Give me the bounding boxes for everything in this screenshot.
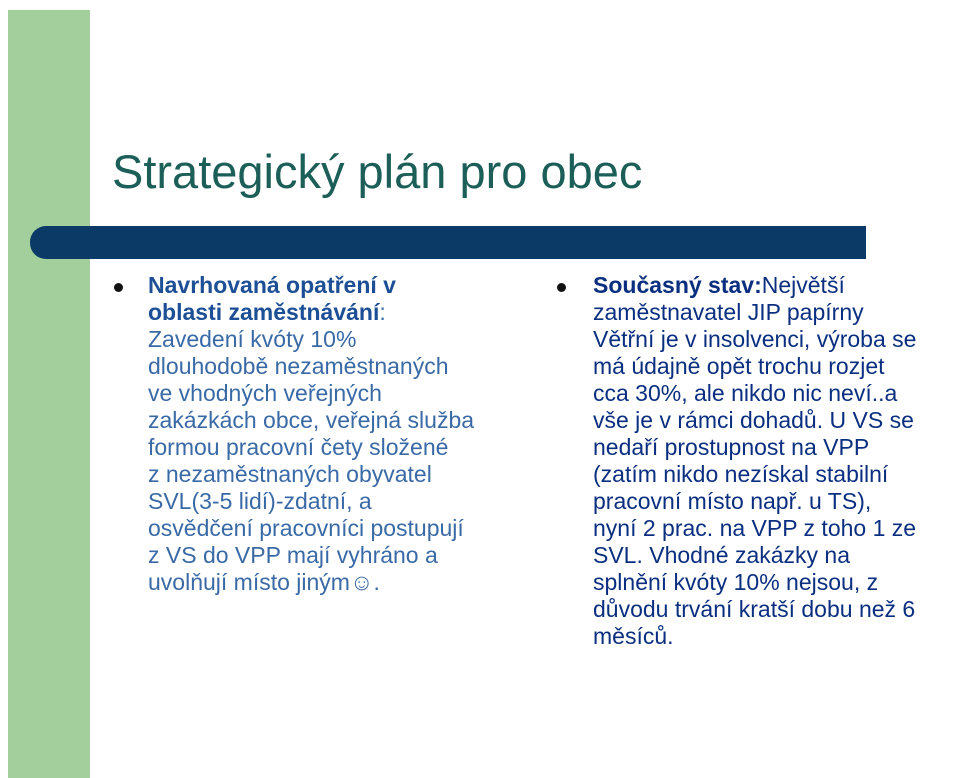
slide-title: Strategický plán pro obec bbox=[112, 145, 643, 198]
right-column bbox=[593, 272, 959, 650]
right-line: vše je v rámci dohadů. U VS se bbox=[593, 407, 914, 433]
left-line: ve vhodných veřejných bbox=[148, 380, 382, 406]
right-line: pracovní místo např. u TS), bbox=[593, 488, 872, 514]
left-line: dlouhodobě nezaměstnaných bbox=[148, 353, 449, 379]
right-line: SVL. Vhodné zakázky na bbox=[593, 542, 850, 568]
bullet-icon bbox=[557, 283, 566, 292]
right-heading-line bbox=[593, 272, 959, 299]
right-line: má údajně opět trochu rozjet bbox=[593, 353, 885, 379]
left-line: uvolňují místo jiným☺. bbox=[148, 569, 380, 595]
right-line: splnění kvóty 10% nejsou, z bbox=[593, 569, 879, 595]
left-line: z VS do VPP mají vyhráno a bbox=[148, 542, 438, 568]
left-heading-line1: Navrhovaná opatření v bbox=[148, 272, 396, 298]
right-line: Větřní je v insolvenci, výroba se bbox=[593, 326, 917, 352]
green-accent-strip bbox=[8, 0, 90, 778]
right-line: měsíců. bbox=[593, 623, 674, 649]
left-line: osvědčení pracovníci postupují bbox=[148, 515, 464, 541]
bullet-icon bbox=[114, 283, 123, 292]
right-line: nedaří prostupnost na VPP bbox=[593, 434, 870, 460]
left-column bbox=[148, 272, 528, 596]
left-heading-bold: oblasti zaměstnávání bbox=[148, 299, 380, 325]
right-line: cca 30%, ale nikdo nic neví..a bbox=[593, 380, 898, 406]
right-line: zaměstnavatel JIP papírny bbox=[593, 299, 864, 325]
right-line: (zatím nikdo nezískal stabilní bbox=[593, 461, 889, 487]
top-margin bbox=[8, 0, 368, 10]
left-line: SVL(3-5 lidí)-zdatní, a bbox=[148, 488, 372, 514]
left-line: z nezaměstnaných obyvatel bbox=[148, 461, 432, 487]
left-line: Zavedení kvóty 10% bbox=[148, 326, 357, 352]
left-line: zakázkách obce, veřejná služba bbox=[148, 407, 475, 433]
right-heading-bold: Současný stav: bbox=[593, 272, 762, 298]
right-line: nyní 2 prac. na VPP z toho 1 ze bbox=[593, 515, 917, 541]
left-heading-colon: : bbox=[379, 299, 386, 325]
left-heading-line2 bbox=[148, 299, 528, 326]
right-line: důvodu trvání kratší dobu než 6 bbox=[593, 596, 916, 622]
title-underline-bar bbox=[30, 226, 866, 259]
right-heading-rest: Největší bbox=[761, 272, 845, 298]
left-line: formou pracovní čety složené bbox=[148, 434, 449, 460]
